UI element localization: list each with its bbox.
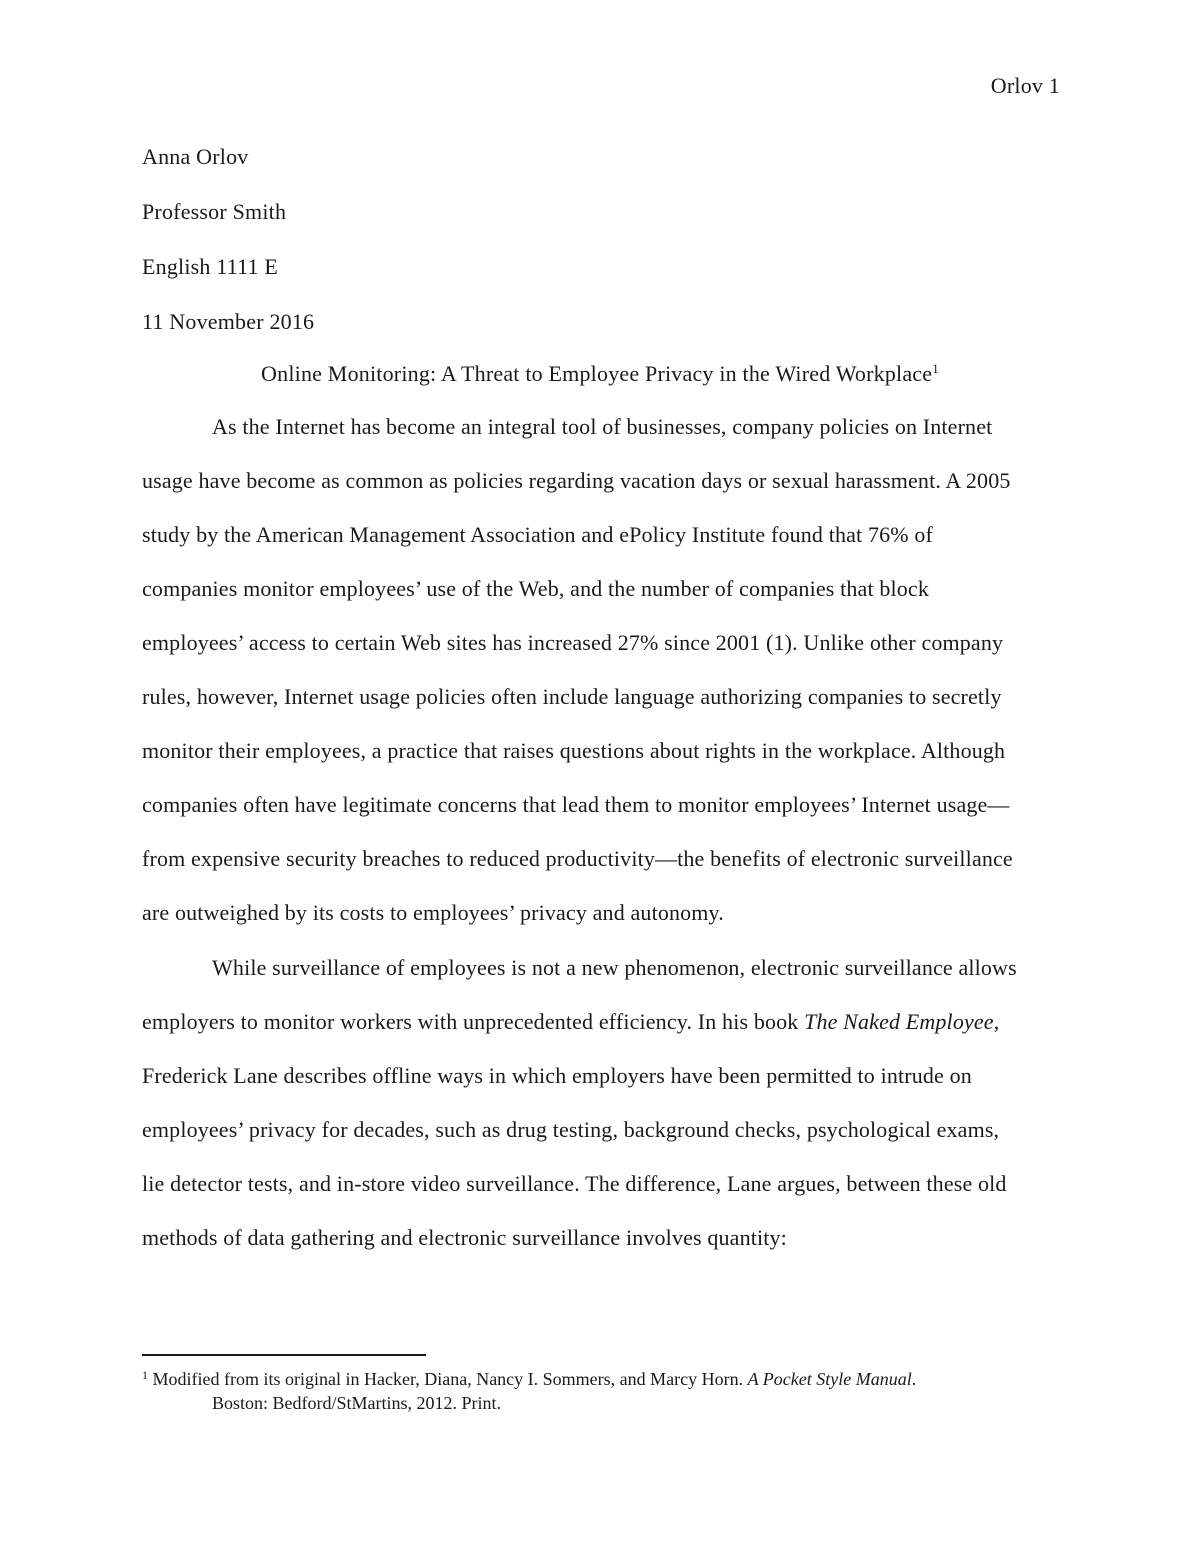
footnote-separator <box>142 1354 426 1356</box>
body-line: While surveillance of employees is not a new phenomenon, electronic surveillance allows <box>212 955 1017 980</box>
body-line: rules, however, Internet usage policies often include language authorizing companies to secretly <box>142 684 1002 709</box>
body-line: lie detector tests, and in-store video surveillance. The difference, Lane argues, between these old <box>142 1171 1007 1196</box>
line-text-before: employers to monitor workers with unprecedented efficiency. In his book <box>142 1009 805 1034</box>
instructor-name: Professor Smith <box>142 199 287 224</box>
footnote-book-title: A Pocket Style Manual <box>747 1369 912 1389</box>
body-line: Frederick Lane describes offline ways in which employers have been permitted to intrude on <box>142 1063 972 1088</box>
body-line: from expensive security breaches to reduced productivity—the benefits of electronic surveillance <box>142 846 1013 871</box>
body-line: employees’ access to certain Web sites has increased 27% since 2001 (1). Unlike other company <box>142 630 1004 655</box>
course-name: English 1111 E <box>142 254 279 279</box>
paper-title-text: Online Monitoring: A Threat to Employee Privacy in the Wired Workplace <box>261 361 933 386</box>
body-line: As the Internet has become an integral tool of businesses, company policies on Internet <box>212 414 993 439</box>
footnote-text-before: Modified from its original in Hacker, Diana, Nancy I. Sommers, and Marcy Horn. <box>148 1369 748 1389</box>
book-title: The Naked Employee <box>804 1009 994 1034</box>
footnote-marker: 1 <box>142 1368 148 1382</box>
footnote-line-1 <box>142 1368 1062 1390</box>
body-line: companies often have legitimate concerns that lead them to monitor employees’ Internet usage— <box>142 792 1010 817</box>
body-line: monitor their employees, a practice that raises questions about rights in the workplace. Although <box>142 738 1006 763</box>
body-line: study by the American Management Association and ePolicy Institute found that 76% of <box>142 522 933 547</box>
running-head: Orlov 1 <box>990 73 1060 98</box>
body-line: usage have become as common as policies regarding vacation days or sexual harassment. A 2005 <box>142 468 1011 493</box>
body-line: methods of data gathering and electronic surveillance involves quantity: <box>142 1225 787 1250</box>
author-name: Anna Orlov <box>142 144 249 169</box>
title-footnote-marker: 1 <box>932 361 939 376</box>
footnote-text-after: . <box>911 1369 917 1389</box>
paper-date: 11 November 2016 <box>142 309 315 334</box>
body-line: are outweighed by its costs to employees’ privacy and autonomy. <box>142 900 724 925</box>
paper-title <box>142 359 1058 389</box>
footnote-line-2: Boston: Bedford/StMartins, 2012. Print. <box>212 1393 502 1413</box>
heading-block <box>142 142 1062 362</box>
body-line-with-book-title <box>142 1007 999 1037</box>
body-line: employees’ privacy for decades, such as drug testing, background checks, psychological exams, <box>142 1117 1000 1142</box>
body-line: companies monitor employees’ use of the Web, and the number of companies that block <box>142 576 929 601</box>
line-text-after: , <box>993 1009 1000 1034</box>
